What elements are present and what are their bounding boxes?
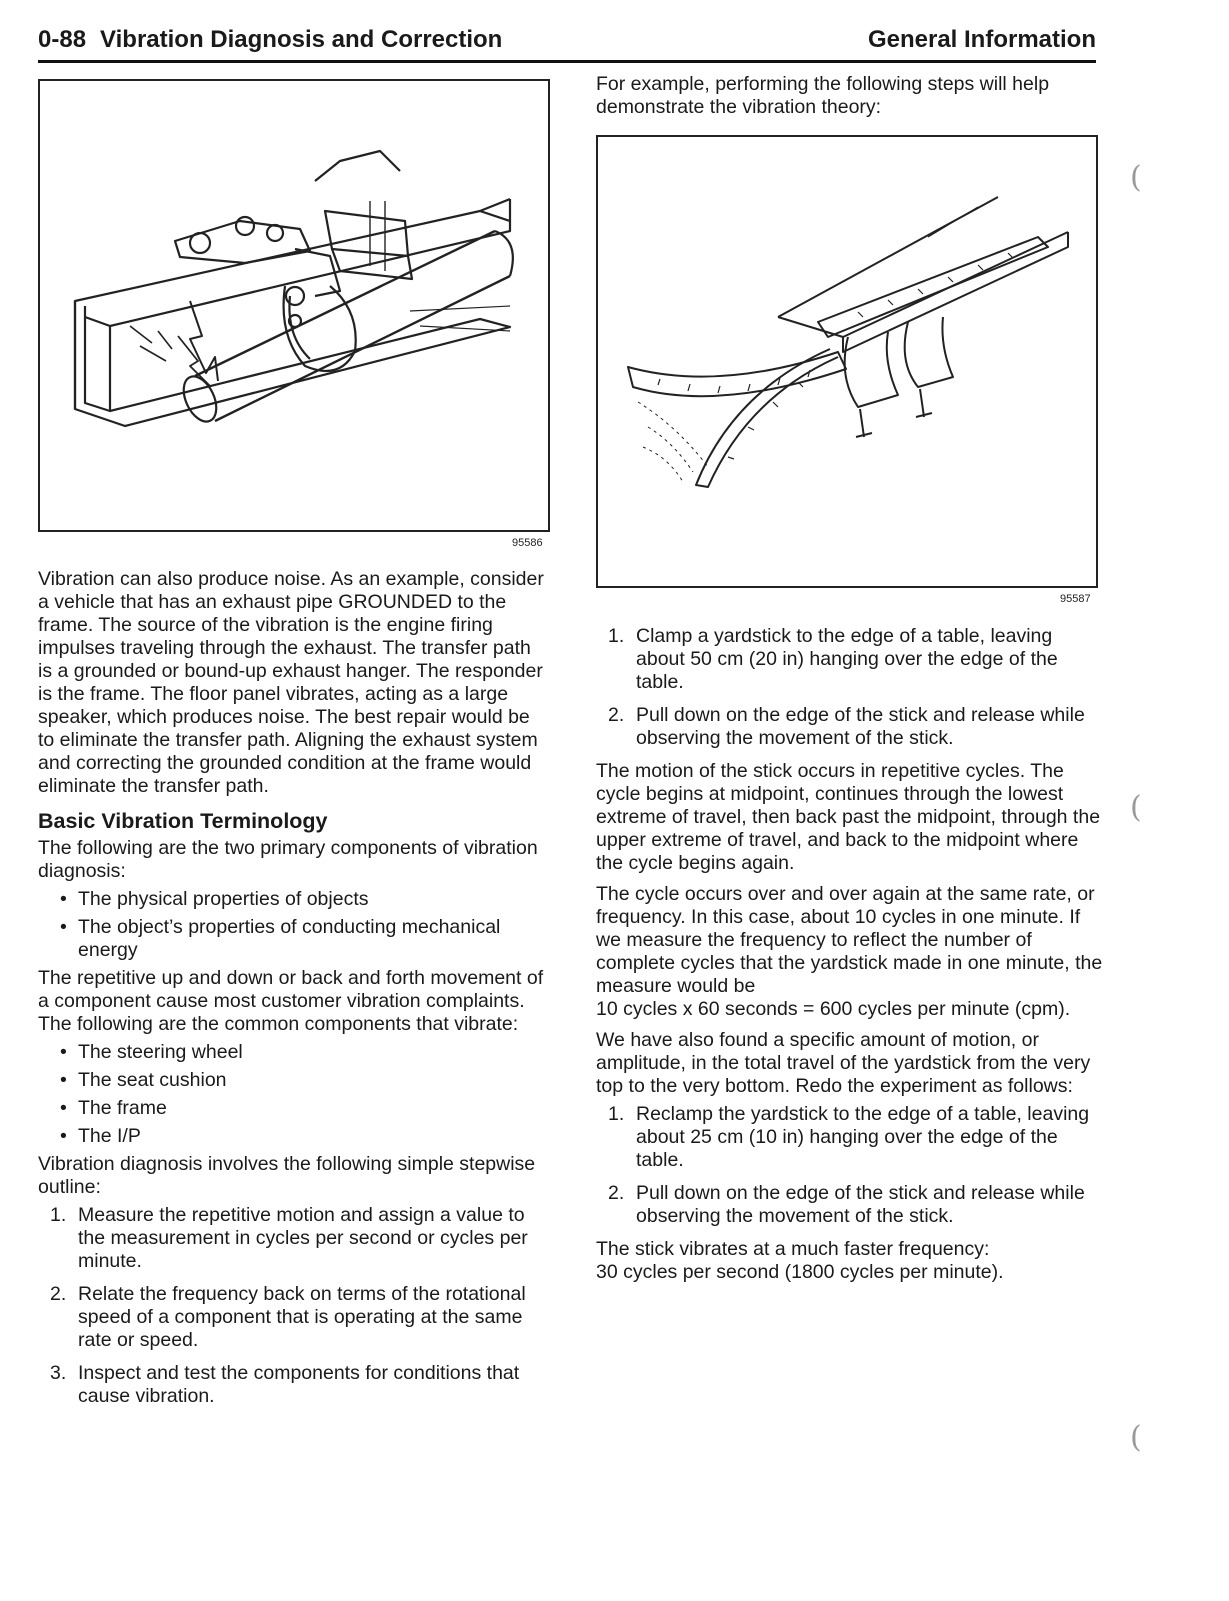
page-number: 0-88 bbox=[38, 26, 87, 53]
figure-number-2: 95587 bbox=[1060, 593, 1091, 605]
left-column bbox=[38, 568, 548, 1418]
list-item: • The I/P bbox=[60, 1125, 141, 1147]
list-item: 2. Pull down on the edge of the stick and release while observing the movement of the stick. bbox=[608, 704, 1085, 749]
paragraph-intro: For example, performing the following steps will help demonstrate the vibration theory: bbox=[596, 73, 1050, 118]
header-left bbox=[38, 26, 502, 54]
margin-mark: ( bbox=[1130, 1420, 1142, 1455]
paragraph-frequency: The cycle occurs over and over again at the same rate, or frequency. In this case, about 10 cycles in one minute. If we measure the frequency to reflect the number of complete cycles that the yardstick made in one minute, the measure would be bbox=[596, 883, 1103, 997]
page-header bbox=[38, 26, 1096, 60]
paragraph-noise: Vibration can also produce noise. As an example, consider a vehicle that has an exhaust pipe GROUNDED to the frame. The source of the vibration is the engine firing impulses traveling through the exhaust. The transfer path is a grounded or bound-up exhaust hanger. The responder is the frame. The floor panel vibrates, acting as a large speaker, which produces noise. The best repair would be to eliminate the transfer path. Aligning the exhaust system and correcting the grounded condition at the frame would eliminate the transfer path. bbox=[38, 568, 544, 797]
list-item: 3. Inspect and test the components for conditions that cause vibration. bbox=[50, 1362, 520, 1407]
figure-number-1: 95586 bbox=[512, 537, 543, 549]
list-item: 1. Reclamp the yardstick to the edge of a table, leaving about 25 cm (10 in) hanging over the edge of the table. bbox=[608, 1103, 1090, 1171]
paragraph-diagnosis: Vibration diagnosis involves the following simple stepwise outline: bbox=[38, 1153, 536, 1198]
paragraph-repetitive: The repetitive up and down or back and forth movement of a component cause most customer vibration complaints. The following are the common components that vibrate: bbox=[38, 967, 544, 1035]
paragraph-motion: The motion of the stick occurs in repetitive cycles. The cycle begins at midpoint, continues through the lowest extreme of travel, then back past the midpoint, through the upper extreme of travel, and back to the midpoint where the cycle begins again. bbox=[596, 760, 1101, 874]
list-item: 2. Relate the frequency back on terms of the rotational speed of a component that is operating at the same rate or speed. bbox=[50, 1283, 526, 1351]
list-item: 1. Clamp a yardstick to the edge of a table, leaving about 50 cm (20 in) hanging over the edge of the table. bbox=[608, 625, 1058, 693]
numbered-list-diagnosis bbox=[38, 1204, 548, 1408]
figure-yardstick bbox=[596, 135, 1098, 588]
exhaust-frame-illustration bbox=[40, 81, 548, 530]
margin-mark: ( bbox=[1130, 790, 1142, 825]
yardstick-illustration bbox=[598, 137, 1096, 586]
list-item: • The seat cushion bbox=[60, 1069, 227, 1091]
list-item: • The physical properties of objects bbox=[60, 888, 369, 910]
paragraph-faster: The stick vibrates at a much faster frequency: bbox=[596, 1238, 990, 1260]
list-item: 2. Pull down on the edge of the stick and release while observing the movement of the stick. bbox=[608, 1182, 1085, 1227]
list-item: 1. Measure the repetitive motion and assign a value to the measurement in cycles per second or cycles per minute. bbox=[50, 1204, 528, 1272]
list-item: • The object’s properties of conducting mechanical energy bbox=[60, 916, 501, 961]
paragraph-amplitude: We have also found a specific amount of motion, or amplitude, in the total travel of the yardstick from the very top to the very bottom. Redo the experiment as follows: bbox=[596, 1029, 1091, 1097]
margin-mark: ( bbox=[1130, 160, 1142, 195]
section-heading: Basic Vibration Terminology bbox=[38, 809, 328, 833]
list-item: • The steering wheel bbox=[60, 1041, 243, 1063]
right-column bbox=[596, 620, 1104, 1284]
list-item: • The frame bbox=[60, 1097, 167, 1119]
bullet-list-vibrating-components bbox=[38, 1041, 548, 1148]
paragraph-components: The following are the two primary components of vibration diagnosis: bbox=[38, 837, 538, 882]
header-rule bbox=[38, 60, 1096, 63]
chapter-title: General Information bbox=[867, 26, 1096, 53]
figure-exhaust-frame bbox=[38, 79, 550, 532]
result-cps: 30 cycles per second (1800 cycles per minute). bbox=[596, 1261, 1004, 1283]
right-intro bbox=[596, 73, 1104, 119]
bullet-list-properties bbox=[38, 888, 548, 962]
numbered-list-experiment-2 bbox=[596, 1103, 1104, 1228]
numbered-list-experiment-1 bbox=[596, 625, 1104, 750]
formula-cpm: 10 cycles x 60 seconds = 600 cycles per minute (cpm). bbox=[596, 998, 1071, 1020]
section-title: Vibration Diagnosis and Correction bbox=[100, 26, 503, 53]
